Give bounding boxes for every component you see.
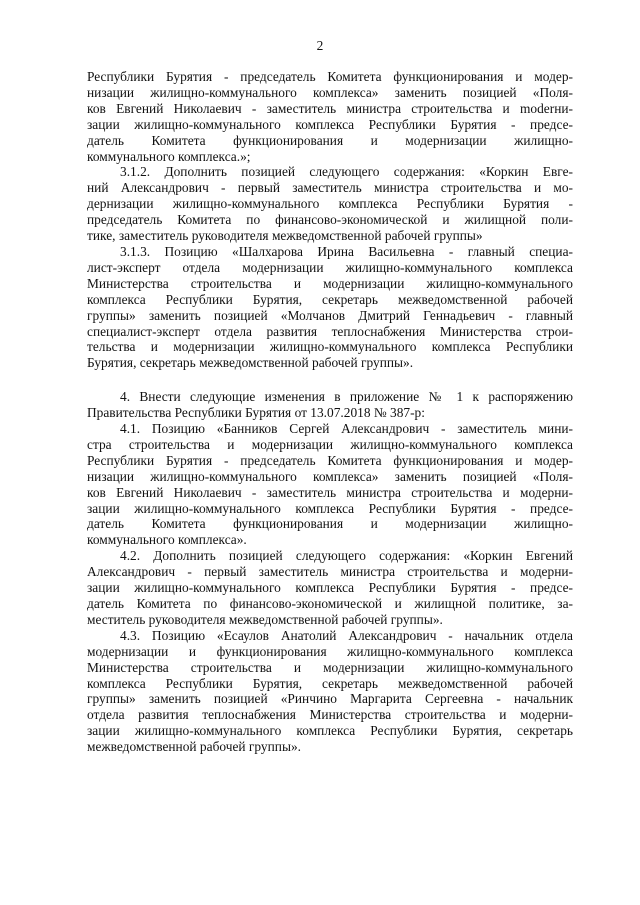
text-line: группы» заменить позицией «Молчанов Дмитрий Геннадьевич - главный — [87, 307, 573, 323]
text-line: группы» заменить позицией «Ринчино Маргарита Сергеевна - начальник — [87, 691, 573, 707]
text-line: низации жилищно-коммунального комплекса» заменить позицией «Поля- — [87, 468, 573, 484]
text-line: Министерства строительства и модернизации жилищно-коммунального — [87, 275, 573, 291]
text-line: 3.1.2. Дополнить позицией следующего содержания: «Коркин Евге- — [120, 164, 573, 180]
paragraph-p6 — [87, 548, 573, 628]
text-line: зации жилищно-коммунального комплекса Республики Бурятия - предсе- — [87, 580, 573, 596]
text-line: ков Евгений Николаевич - заместитель министра строительства и moderни- — [87, 100, 573, 116]
text-line: коммунального комплекса». — [87, 532, 247, 548]
text-line: ков Евгений Николаевич - заместитель министра строительства и модерни- — [87, 484, 573, 500]
text-line: специалист-эксперт отдела развития теплоснабжения Министерства строи- — [87, 323, 573, 339]
text-line: Бурятия, секретарь межведомственной рабочей группы». — [87, 355, 414, 371]
text-line: зации жилищно-коммунального комплекса Республики Бурятия - предсе- — [87, 116, 573, 132]
text-line: комплекса Республики Бурятия, секретарь межведомственной рабочей — [87, 675, 573, 691]
paragraph-p4 — [87, 389, 573, 421]
text-line: лист-эксперт отдела модернизации жилищно-коммунального комплекса — [87, 259, 573, 275]
document-body — [87, 69, 573, 755]
text-line: Александрович - первый заместитель министра строительства и модерни- — [87, 564, 573, 580]
page-number: 2 — [316, 38, 324, 53]
text-line: межведомственной рабочей группы». — [87, 739, 302, 755]
text-line: ний Александрович - первый заместитель министра строительства и мо- — [87, 180, 573, 196]
text-line: коммунального комплекса.»; — [87, 148, 251, 164]
paragraph-p5 — [87, 421, 573, 548]
text-line: датель Комитета функционирования и модернизации жилищно- — [87, 516, 573, 532]
text-line: Правительства Республики Бурятия от 13.07.2018 № 387-р: — [87, 405, 425, 421]
text-line: 4.2. Дополнить позицией следующего содержания: «Коркин Евгений — [120, 548, 573, 564]
text-line: дернизации жилищно-коммунального комплекса Республики Бурятия - — [87, 196, 573, 212]
text-line: председатель Комитета по финансово-экономической и жилищной поли- — [87, 212, 573, 228]
text-line: комплекса Республики Бурятия, секретарь межведомственной рабочей — [87, 291, 573, 307]
text-line: зации жилищно-коммунального комплекса Республики Бурятия - предсе- — [87, 500, 573, 516]
text-line: Республики Бурятия - председатель Комитета функционирования и модер- — [87, 69, 573, 84]
text-line: 4. Внести следующие изменения в приложение № 1 к распоряжению — [120, 389, 573, 405]
text-line: тике, заместитель руководителя межведомственной рабочей группы» — [87, 228, 483, 244]
text-line: меститель руководителя межведомственной рабочей группы». — [87, 611, 443, 627]
text-line: стра строительства и модернизации жилищно-коммунального комплекса — [87, 436, 573, 452]
paragraph-p2 — [87, 164, 573, 244]
text-line: отдела развития теплоснабжения Министерства строительства и модерни- — [87, 707, 573, 723]
text-line: 4.3. Позицию «Есаулов Анатолий Александрович - начальник отдела — [120, 627, 573, 643]
paragraph-p1 — [87, 69, 573, 164]
text-line: 3.1.3. Позицию «Шалхарова Ирина Васильевна - главный специа- — [120, 243, 573, 259]
paragraph-p3 — [87, 244, 573, 371]
text-line: 4.1. Позицию «Банников Сергей Александрович - заместитель мини- — [120, 421, 573, 437]
text-line: Министерства строительства и модернизации жилищно-коммунального — [87, 659, 573, 675]
text-line: зации жилищно-коммунального комплекса Республики Бурятия, секретарь — [87, 723, 573, 739]
text-line: низации жилищно-коммунального комплекса» заменить позицией «Поля- — [87, 84, 573, 100]
text-line: модернизации и функционирования жилищно-коммунального комплекса — [87, 643, 573, 659]
text-line: датель Комитета функционирования и модернизации жилищно- — [87, 132, 573, 148]
text-line: тельства и модернизации жилищно-коммунального комплекса Республики — [87, 339, 573, 355]
paragraph-gap — [87, 371, 573, 389]
text-line: датель Комитета по финансово-экономической и жилищной политике, за- — [87, 596, 573, 611]
text-line: Республики Бурятия - председатель Комитета функционирования и модер- — [87, 452, 573, 468]
paragraph-p7 — [87, 628, 573, 755]
